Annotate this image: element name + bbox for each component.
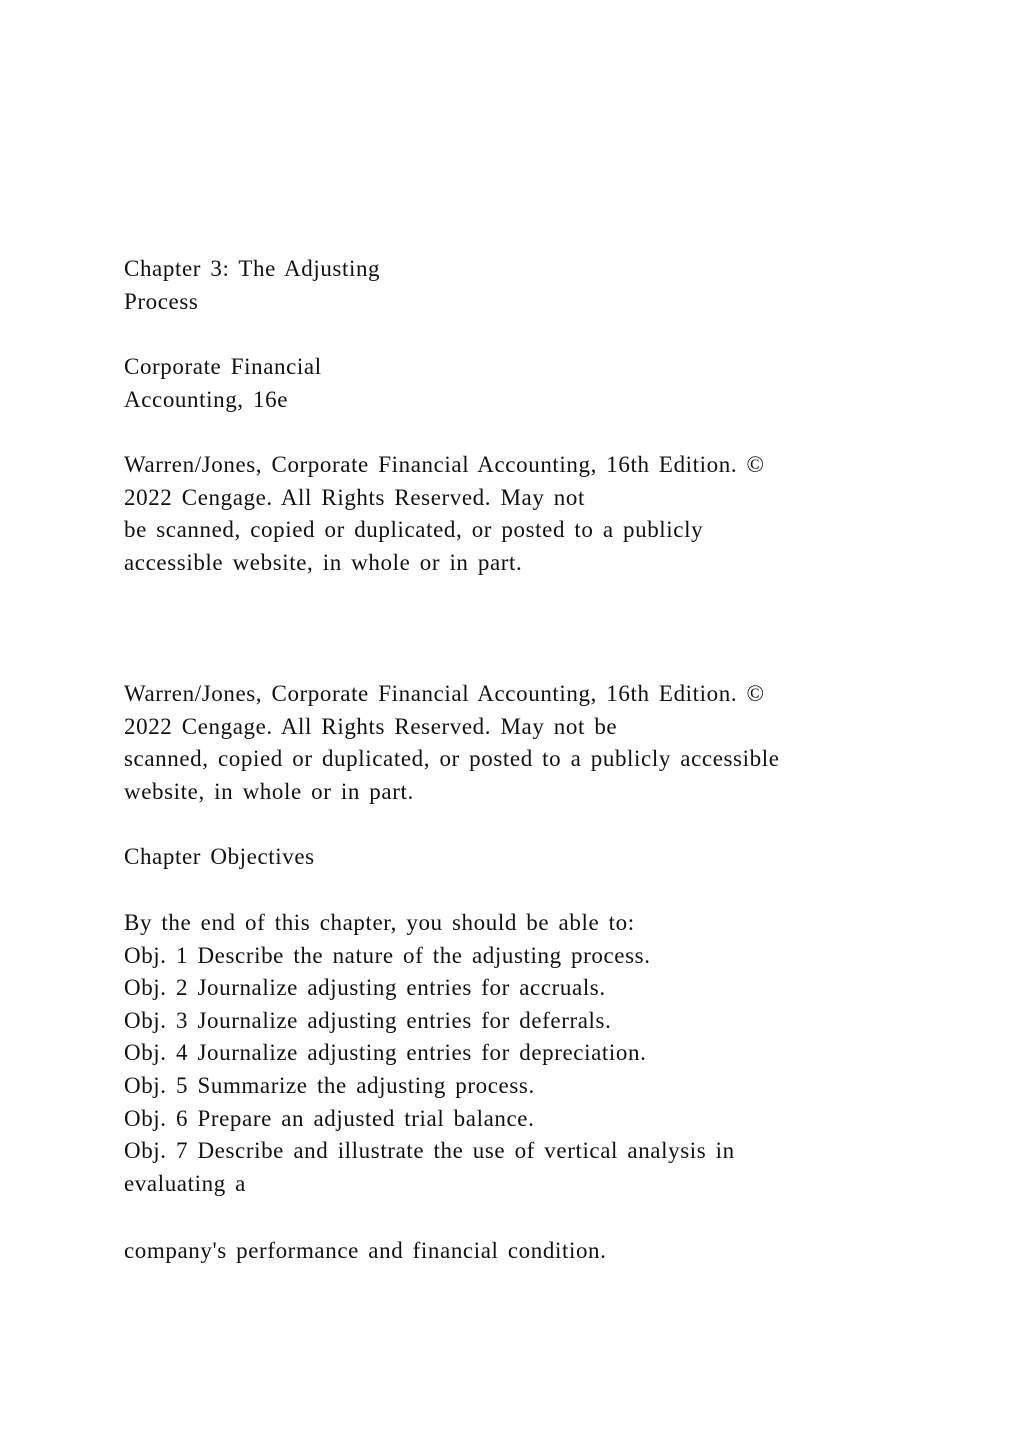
chapter-title xyxy=(124,253,924,318)
objective-item: evaluating a xyxy=(124,1170,246,1196)
objective-item: Obj. 2 Journalize adjusting entries for accruals. xyxy=(124,975,606,1001)
objective-item: Obj. 1 Describe the nature of the adjusting process. xyxy=(124,942,651,968)
objective-item: Obj. 4 Journalize adjusting entries for depreciation. xyxy=(124,1040,647,1066)
copyright-line: accessible website, in whole or in part. xyxy=(124,549,523,575)
copyright-notice-2 xyxy=(124,678,924,808)
copyright-line: be scanned, copied or duplicated, or posted to a publicly xyxy=(124,517,704,543)
objectives-intro: By the end of this chapter, you should be able to: xyxy=(124,910,635,935)
objectives-continuation xyxy=(124,1235,924,1268)
copyright-line: Warren/Jones, Corporate Financial Accounting, 16th Edition. © xyxy=(124,452,765,477)
copyright-line: 2022 Cengage. All Rights Reserved. May not be xyxy=(124,713,618,739)
copyright-line: website, in whole or in part. xyxy=(124,778,414,804)
copyright-line: scanned, copied or duplicated, or posted to a publicly accessible xyxy=(124,746,780,772)
chapter-title-line: Chapter 3: The Adjusting xyxy=(124,256,381,281)
chapter-title-line: Process xyxy=(124,288,199,314)
book-title xyxy=(124,351,924,416)
copyright-line: 2022 Cengage. All Rights Reserved. May not xyxy=(124,484,585,510)
objective-item: Obj. 6 Prepare an adjusted trial balance. xyxy=(124,1105,535,1131)
book-title-line: Accounting, 16e xyxy=(124,386,289,412)
copyright-notice xyxy=(124,449,924,579)
objective-item: Obj. 5 Summarize the adjusting process. xyxy=(124,1072,535,1098)
copyright-line: Warren/Jones, Corporate Financial Accounting, 16th Edition. © xyxy=(124,681,765,706)
objectives-list xyxy=(124,907,924,1200)
objectives-heading xyxy=(124,841,924,874)
objective-item: Obj. 7 Describe and illustrate the use of vertical analysis in xyxy=(124,1138,735,1164)
objective-item-continuation: company's performance and financial condition. xyxy=(124,1238,607,1263)
objective-item: Obj. 3 Journalize adjusting entries for deferrals. xyxy=(124,1007,612,1033)
book-title-line: Corporate Financial xyxy=(124,354,322,379)
section-heading: Chapter Objectives xyxy=(124,844,315,869)
